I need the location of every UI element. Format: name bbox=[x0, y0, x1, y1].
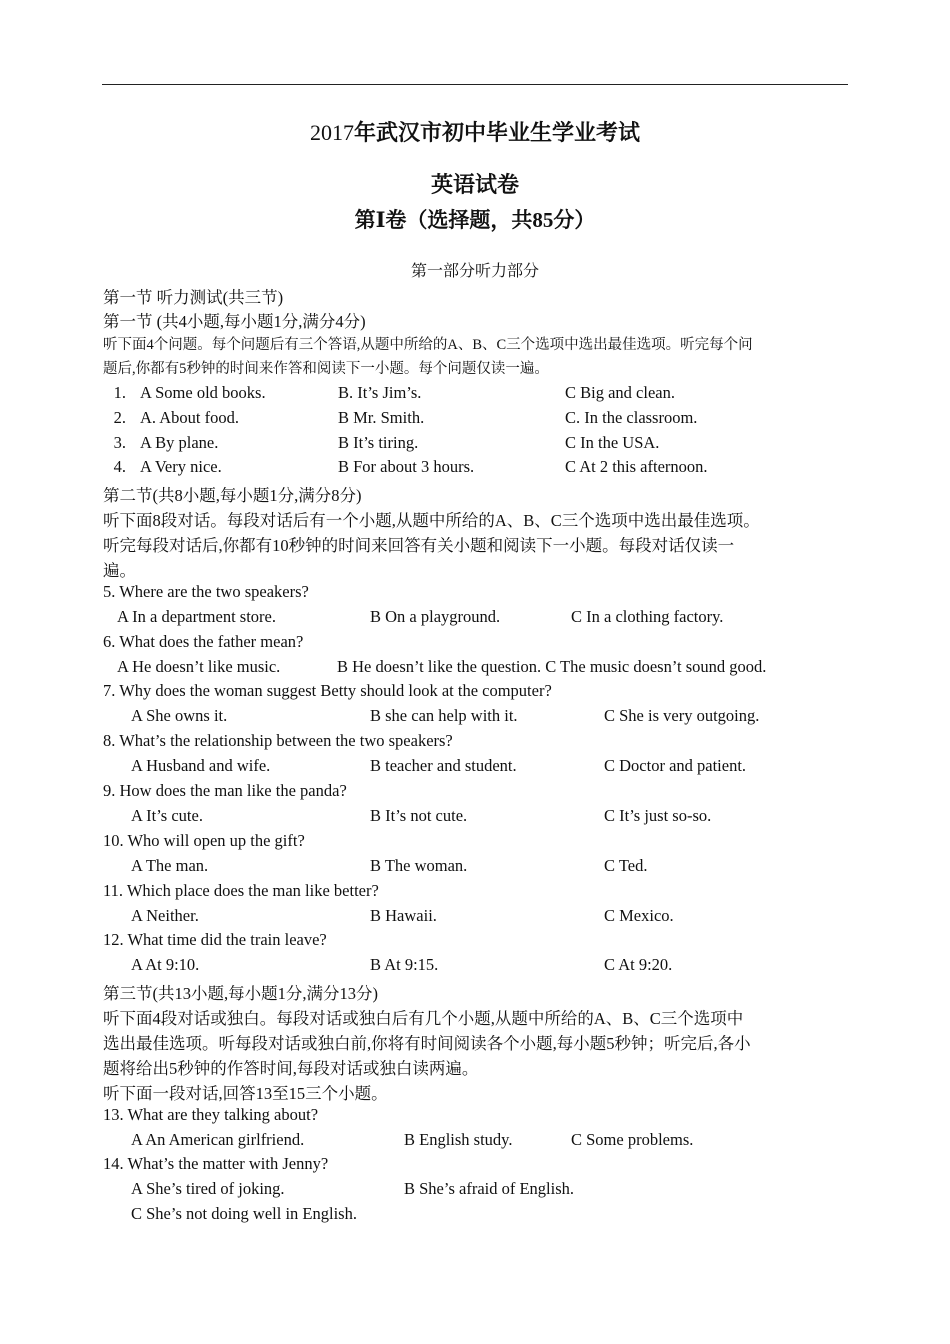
section2-heading: 第二节(共8小题,每小题1分,满分8分) bbox=[103, 486, 362, 505]
option-a: A She owns it. bbox=[131, 706, 228, 725]
question-6: 6. What does the father mean? bbox=[103, 632, 304, 651]
option-b: B she can help with it. bbox=[370, 706, 518, 725]
section2-instruction-line2: 听完每段对话后,你都有10秒钟的时间来回答有关小题和阅读下一小题。每段对话仅读一 bbox=[103, 536, 735, 555]
section3-instruction-line2: 选出最佳选项。听每段对话或独白前,你将有时间阅读各个小题,每小题5秒钟；听完后,各小 bbox=[103, 1034, 751, 1053]
option-c: C Big and clean. bbox=[565, 383, 675, 402]
question-number: 1. bbox=[113, 383, 126, 402]
option-c: C She’s not doing well in English. bbox=[131, 1204, 357, 1223]
option-a: A In a department store. bbox=[117, 607, 276, 626]
question-number: 3. bbox=[113, 433, 126, 452]
option-a: A By plane. bbox=[140, 433, 219, 452]
option-a: A At 9:10. bbox=[131, 955, 200, 974]
option-a: A She’s tired of joking. bbox=[131, 1179, 285, 1198]
question-8: 8. What’s the relationship between the two speakers? bbox=[103, 731, 453, 750]
option-c: C In the USA. bbox=[565, 433, 660, 452]
section3-instruction-line1: 听下面4段对话或独白。每段对话或独白后有几个小题,从题中所给的A、B、C三个选项中 bbox=[103, 1009, 744, 1028]
option-b: B At 9:15. bbox=[370, 955, 439, 974]
question-9: 9. How does the man like the panda? bbox=[103, 781, 347, 800]
question-number: 4. bbox=[113, 457, 126, 476]
part-title: 第一部分听力部分 bbox=[410, 263, 539, 280]
dialogue-instruction: 听下面一段对话,回答13至15三个小题。 bbox=[103, 1084, 388, 1103]
option-c: C It’s just so-so. bbox=[604, 806, 712, 825]
option-c: C At 9:20. bbox=[604, 955, 673, 974]
option-a: A Very nice. bbox=[140, 457, 222, 476]
option-a: A He doesn’t like music. bbox=[117, 657, 281, 676]
option-c: C. In the classroom. bbox=[565, 408, 698, 427]
option-b: B On a playground. bbox=[370, 607, 501, 626]
option-c: C She is very outgoing. bbox=[604, 706, 760, 725]
question-14: 14. What’s the matter with Jenny? bbox=[103, 1154, 329, 1173]
option-c: C At 2 this afternoon. bbox=[565, 457, 708, 476]
option-b: B Mr. Smith. bbox=[338, 408, 425, 427]
section2-instruction-line3: 遍。 bbox=[103, 561, 136, 580]
option-b: B It’s tiring. bbox=[338, 433, 419, 452]
option-b-c: B He doesn’t like the question. C The music doesn’t sound good. bbox=[337, 657, 767, 676]
exam-title-text: 年武汉市初中毕业生学业考试 bbox=[353, 120, 640, 145]
question-number: 2. bbox=[113, 408, 126, 427]
option-c: C Mexico. bbox=[604, 906, 674, 925]
option-b: B It’s not cute. bbox=[370, 806, 468, 825]
question-5: 5. Where are the two speakers? bbox=[103, 582, 309, 601]
question-12: 12. What time did the train leave? bbox=[103, 930, 327, 949]
section1-instruction-line1: 听下面4个问题。每个问题后有三个答语,从题中所给的A、B、C三个选项中选出最佳选项。听完每个问 bbox=[103, 337, 753, 353]
top-rule bbox=[102, 84, 848, 85]
section1-heading: 第一节 (共4小题,每小题1分,满分4分) bbox=[103, 312, 366, 331]
option-b: B The woman. bbox=[370, 856, 468, 875]
option-b: B Hawaii. bbox=[370, 906, 437, 925]
option-a: A Neither. bbox=[131, 906, 199, 925]
option-a: A An American girlfriend. bbox=[131, 1130, 305, 1149]
option-b: B English study. bbox=[404, 1130, 513, 1149]
option-c: C In a clothing factory. bbox=[571, 607, 724, 626]
question-10: 10. Who will open up the gift? bbox=[103, 831, 305, 850]
question-11: 11. Which place does the man like better? bbox=[103, 881, 379, 900]
option-a: A It’s cute. bbox=[131, 806, 203, 825]
option-c: C Ted. bbox=[604, 856, 648, 875]
option-c: C Some problems. bbox=[571, 1130, 694, 1149]
question-7: 7. Why does the woman suggest Betty should look at the computer? bbox=[103, 681, 552, 700]
volume-title: 第Ⅰ卷（选择题，共85分） bbox=[354, 208, 596, 232]
section3-instruction-line3: 题将给出5秒钟的作答时间,每段对话或独白读两遍。 bbox=[103, 1059, 479, 1078]
option-a: A Husband and wife. bbox=[131, 756, 271, 775]
option-b: B teacher and student. bbox=[370, 756, 517, 775]
option-a: A Some old books. bbox=[140, 383, 266, 402]
question-13: 13. What are they talking about? bbox=[103, 1105, 319, 1124]
exam-title bbox=[0, 116, 950, 147]
option-a: A The man. bbox=[131, 856, 209, 875]
option-a: A. About food. bbox=[140, 408, 239, 427]
option-b: B She’s afraid of English. bbox=[404, 1179, 575, 1198]
section3-heading: 第三节(共13小题,每小题1分,满分13分) bbox=[103, 984, 378, 1003]
section-heading-listening: 第一节 听力测试(共三节) bbox=[103, 288, 284, 307]
subject-title: 英语试卷 bbox=[430, 172, 519, 197]
section1-instruction-line2: 题后,你都有5秒钟的时间来作答和阅读下一小题。每个问题仅读一遍。 bbox=[103, 361, 549, 377]
option-c: C Doctor and patient. bbox=[604, 756, 747, 775]
section2-instruction-line1: 听下面8段对话。每段对话后有一个小题,从题中所给的A、B、C三个选项中选出最佳选项。 bbox=[103, 511, 760, 530]
option-b: B. It’s Jim’s. bbox=[338, 383, 422, 402]
option-b: B For about 3 hours. bbox=[338, 457, 475, 476]
exam-year: 2017 bbox=[309, 120, 354, 145]
